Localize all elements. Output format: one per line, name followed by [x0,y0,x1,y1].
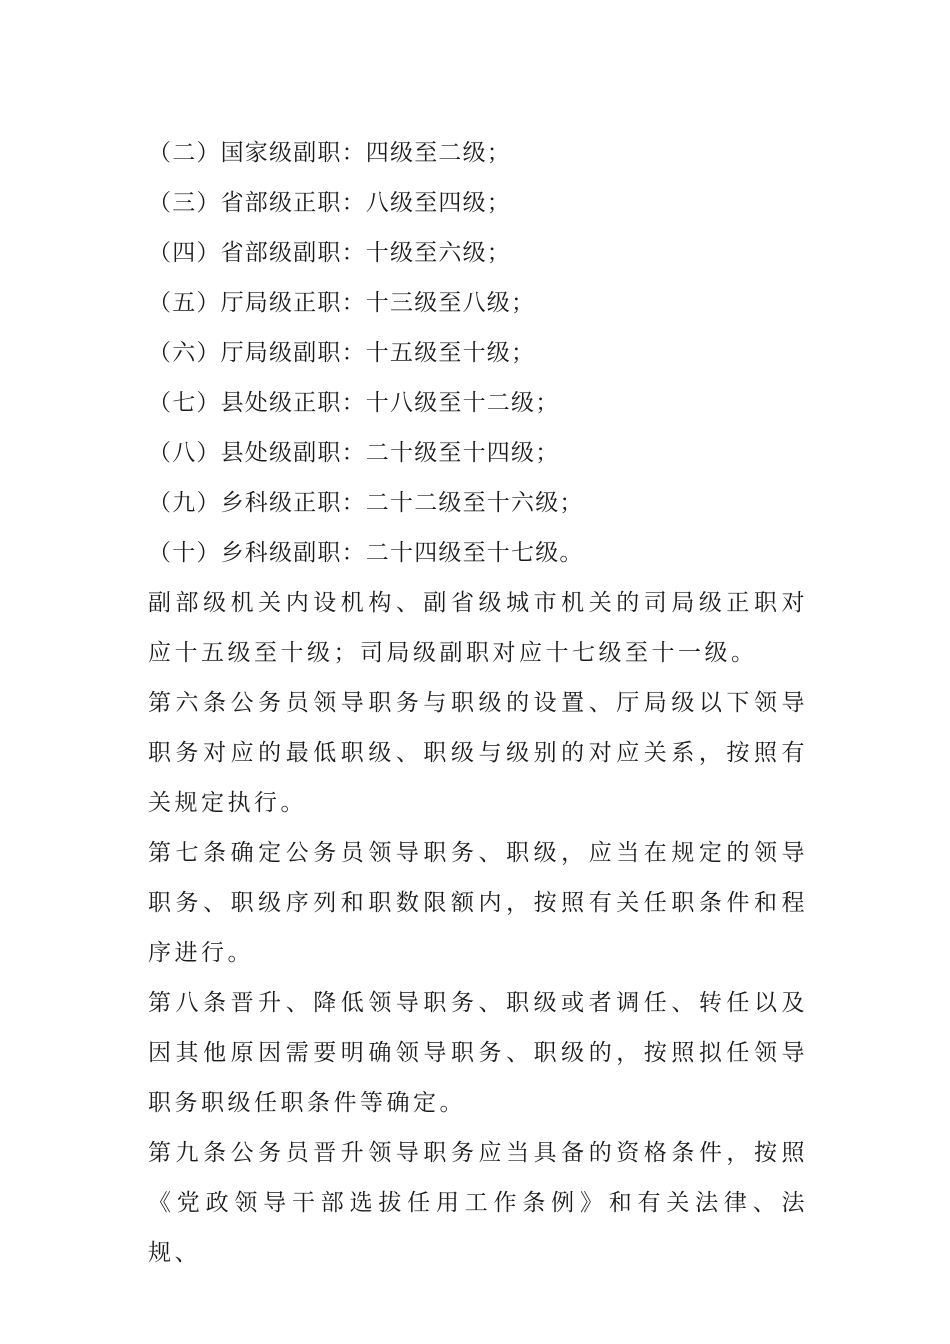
article-6-paragraph: 第六条公务员领导职务与职级的设置、厅局级以下领导职务对应的最低职级、职级与级别的对应关系，按照有关规定执行。 [148,690,808,816]
rank-list-item-3: （三）省部级正职：八级至四级； [148,190,511,216]
article-9-paragraph: 第九条公务员晋升领导职务应当具备的资格条件，按照《党政领导干部选拔任用工作条例》和有关法律、法规、 [148,1140,808,1266]
article-8-paragraph: 第八条晋升、降低领导职务、职级或者调任、转任以及因其他原因需要明确领导职务、职级的，按照拟任领导职务职级任职条件等确定。 [148,990,808,1116]
rank-list-item-2: （二）国家级副职：四级至二级； [148,140,511,166]
document-body [148,128,808,1278]
rank-list-item-8: （八）县处级副职：二十级至十四级； [148,440,560,466]
rank-list-item-7: （七）县处级正职：十八级至十二级； [148,390,560,416]
rank-list-item-10: （十）乡科级副职：二十四级至十七级。 [148,540,584,566]
rank-list-item-5: （五）厅局级正职：十三级至八级； [148,290,536,316]
article-7-paragraph: 第七条确定公务员领导职务、职级，应当在规定的领导职务、职级序列和职数限额内，按照有关任职条件和程序进行。 [148,840,808,966]
rank-list-item-4: （四）省部级副职：十级至六级； [148,240,511,266]
rank-list-item-6: （六）厅局级副职：十五级至十级； [148,340,536,366]
paragraph-sub-ministerial: 副部级机关内设机构、副省级城市机关的司局级正职对应十五级至十级；司局级副职对应十七级至十一级。 [148,590,808,666]
rank-list-item-9: （九）乡科级正职：二十二级至十六级； [148,490,584,516]
